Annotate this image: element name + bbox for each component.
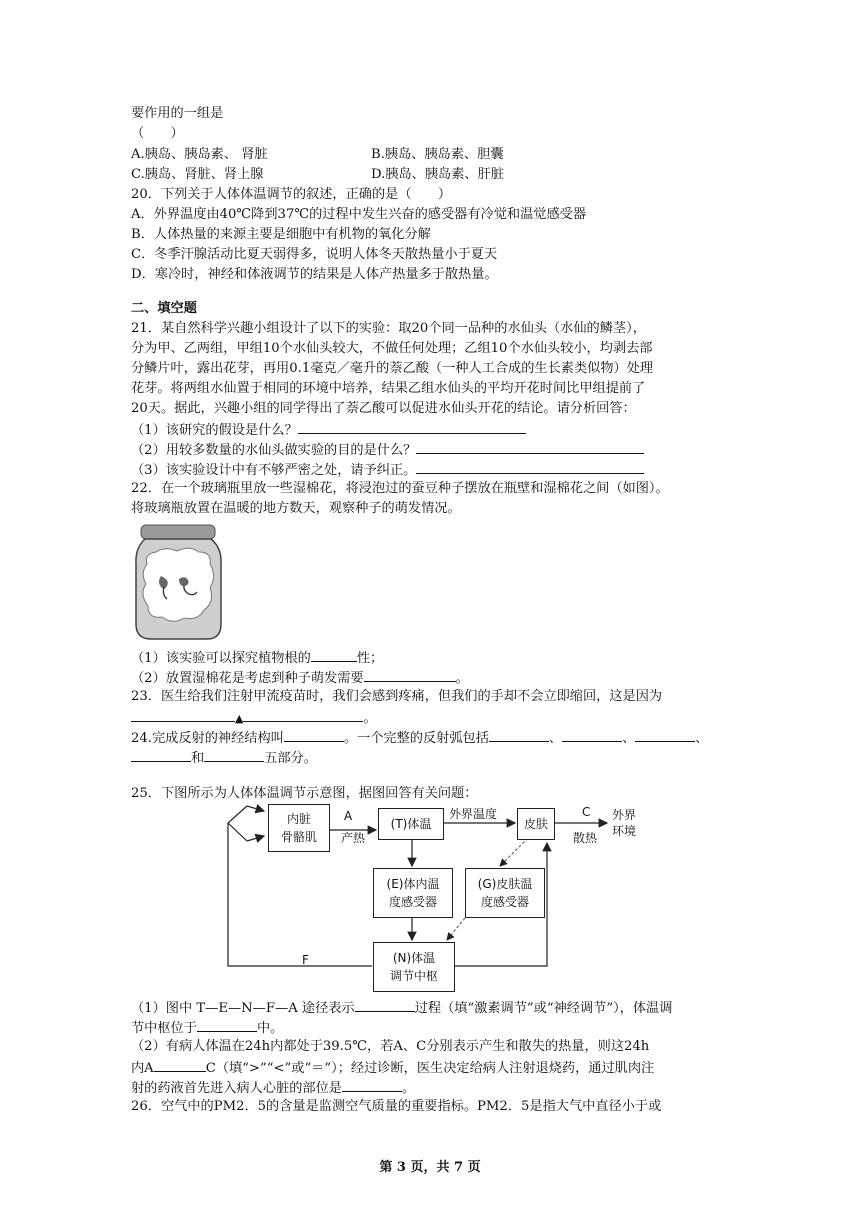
q19-stem-tail: 要作用的一组是 xyxy=(131,106,224,121)
q24-text-a: 24.完成反射的神经结构叫 xyxy=(131,731,284,746)
q21-line-4: 花芽。将两组水仙置于相同的环境中培养，结果乙组水仙头的平均开花时间比甲组提前了 xyxy=(131,381,646,396)
q25-sub-2-line-3 xyxy=(131,1077,415,1099)
q22-sub-1-end: 性； xyxy=(356,651,384,666)
q25-sub-2-text-d: 射的药液首先进入病人心脏的部位是 xyxy=(131,1081,342,1096)
q20-option-d: D．寒冷时，神经和体液调节的结果是人体产热量多于散热量。 xyxy=(131,267,498,282)
q20-stem: 20．下列关于人体体温调节的叙述，正确的是（ ） xyxy=(131,187,452,202)
q25-sub-1-text-a: （1）图中 T—E—N—F—A 途径表示 xyxy=(131,1001,355,1016)
q20-option-b: B．人体热量的来源主要是细胞中有机物的氧化分解 xyxy=(131,227,431,242)
label-external-temperature: 外界温度 xyxy=(449,807,498,821)
q21-line-5: 20天。据此，兴趣小组的同学得出了萘乙酸可以促进水仙头开花的结论。请分析回答： xyxy=(131,401,636,416)
box-body-temperature: (T)体温 xyxy=(378,808,444,840)
answer-blank xyxy=(342,1077,402,1092)
q22-line-1: 22．在一个玻璃瓶里放一些湿棉花，将浸泡过的蚕豆种子摆放在瓶壁和湿棉花之间（如图）。 xyxy=(131,481,669,496)
q22-sub-1-text: （1）该实验可以探究植物根的 xyxy=(131,651,311,666)
q19-answer-paren: （ ） xyxy=(131,126,184,141)
q26-line-1: 26．空气中的PM2．5的含量是监测空气质量的重要指标。PM2．5是指大气中直径小于或 xyxy=(131,1099,662,1114)
q24-sep: 、 xyxy=(548,731,563,746)
q25-sub-2-text-e: 。 xyxy=(402,1081,416,1096)
label-heat-dissipation: 散热 xyxy=(573,831,598,845)
q25-sub-1-text-b: 过程（填“激素调节”或“神经调节”），体温调 xyxy=(414,1001,673,1016)
answer-blank xyxy=(154,1057,206,1072)
q19-option-d: D.胰岛、胰岛素、肝脏 xyxy=(371,167,504,182)
q24-text-b: 。一个完整的反射弧包括 xyxy=(343,731,489,746)
q19-option-b: B.胰岛、胰岛素、胆囊 xyxy=(371,147,504,162)
label-f: F xyxy=(302,953,309,967)
q21-line-2: 分为甲、乙两组，甲组10个水仙头较大，不做任何处理；乙组10个水仙头较小，均剥去部 xyxy=(131,341,653,356)
box-skin-sensor: (G)皮肤温 度感受器 xyxy=(465,868,545,918)
q24-sep: 、 xyxy=(622,731,636,746)
label-a: A xyxy=(344,809,353,823)
q24-text-c: 和 xyxy=(191,751,205,766)
answer-blank xyxy=(197,1017,257,1032)
q25-sub-1-line-2 xyxy=(131,1017,283,1039)
q25-sub-1-line-1 xyxy=(131,997,672,1019)
label-c: C xyxy=(582,805,591,819)
q20-option-a: A．外界温度由40℃降到37℃的过程中发生兴奋的感受器有冷觉和温觉感受器 xyxy=(131,207,587,222)
box-internal-sensor: (E)体内温 度感受器 xyxy=(373,868,453,918)
label-heat-production: 产热 xyxy=(341,831,366,845)
q21-sub-3-text: （3）该实验设计中有不够严密之处，请予纠正。 xyxy=(131,463,417,478)
label-external-environment: 外界 环境 xyxy=(612,808,637,838)
q19-option-c: C.胰岛、肾脏、肾上腺 xyxy=(131,167,264,182)
q21-line-3: 分鳞片叶，露出花芽，再用0.1毫克／毫升的萘乙酸（一种人工合成的生长素类似物）处理 xyxy=(131,361,654,376)
q25-sub-1-text-d: 中。 xyxy=(256,1021,284,1036)
box-skin: 皮肤 xyxy=(517,808,555,840)
q24-text-d: 五部分。 xyxy=(264,751,317,766)
q25-sub-2-text-c: C（填“>”“<”或“＝”）；经过诊断，医生决定给病人注射退烧药，通过肌肉注 xyxy=(205,1061,655,1076)
q25-sub-2-text-b: 内A xyxy=(131,1061,154,1076)
page-footer: 第 3 页，共 7 页 xyxy=(379,1160,481,1175)
q25-stem: 25．下图所示为人体体温调节示意图，据图回答有关问题： xyxy=(131,786,478,801)
q25-sub-2-line-1: （2）有病人体温在24h内都处于39.5℃，若A、C分别表示产生和散失的热量，则这24h xyxy=(131,1039,650,1054)
q23-line-1: 23．医生给我们注射甲流疫苗时，我们会感到疼痛，但我们的手却不会立即缩回，这是因为 xyxy=(131,689,663,704)
q22-line-2: 将玻璃瓶放置在温暖的地方数天，观察种子的萌发情况。 xyxy=(131,501,461,516)
q21-sub-1-text: （1）该研究的假设是什么？ xyxy=(131,423,298,438)
triangle-marker: ▲ xyxy=(235,712,244,725)
q22-sub-2-text: （2）放置湿棉花是考虑到种子萌发需要 xyxy=(131,671,364,686)
section-heading: 二、填空题 xyxy=(131,301,197,316)
q24-sep: 、 xyxy=(695,731,709,746)
answer-blank xyxy=(355,997,415,1012)
box-regulation-center: (N)体温 调节中枢 xyxy=(373,942,455,992)
q23-end: 。 xyxy=(363,711,377,726)
box-organs-muscle: 内脏 骨骼肌 xyxy=(268,804,330,852)
q21-line-1: 21．某自然科学兴趣小组设计了以下的实验：取20个同一品种的水仙头（水仙的鳞茎）， xyxy=(131,321,646,336)
q20-option-c: C．冬季汗腺活动比夏天弱得多，说明人体冬天散热量小于夏天 xyxy=(131,247,498,262)
q25-sub-2-line-2 xyxy=(131,1057,654,1079)
q25-sub-1-text-c: 节中枢位于 xyxy=(131,1021,197,1036)
q19-option-a: A.胰岛、胰岛素、 肾脏 xyxy=(131,147,268,162)
q21-sub-2-text: （2）用较多数量的水仙头做实验的目的是什么？ xyxy=(131,443,417,458)
q22-sub-2-end: 。 xyxy=(455,671,469,686)
